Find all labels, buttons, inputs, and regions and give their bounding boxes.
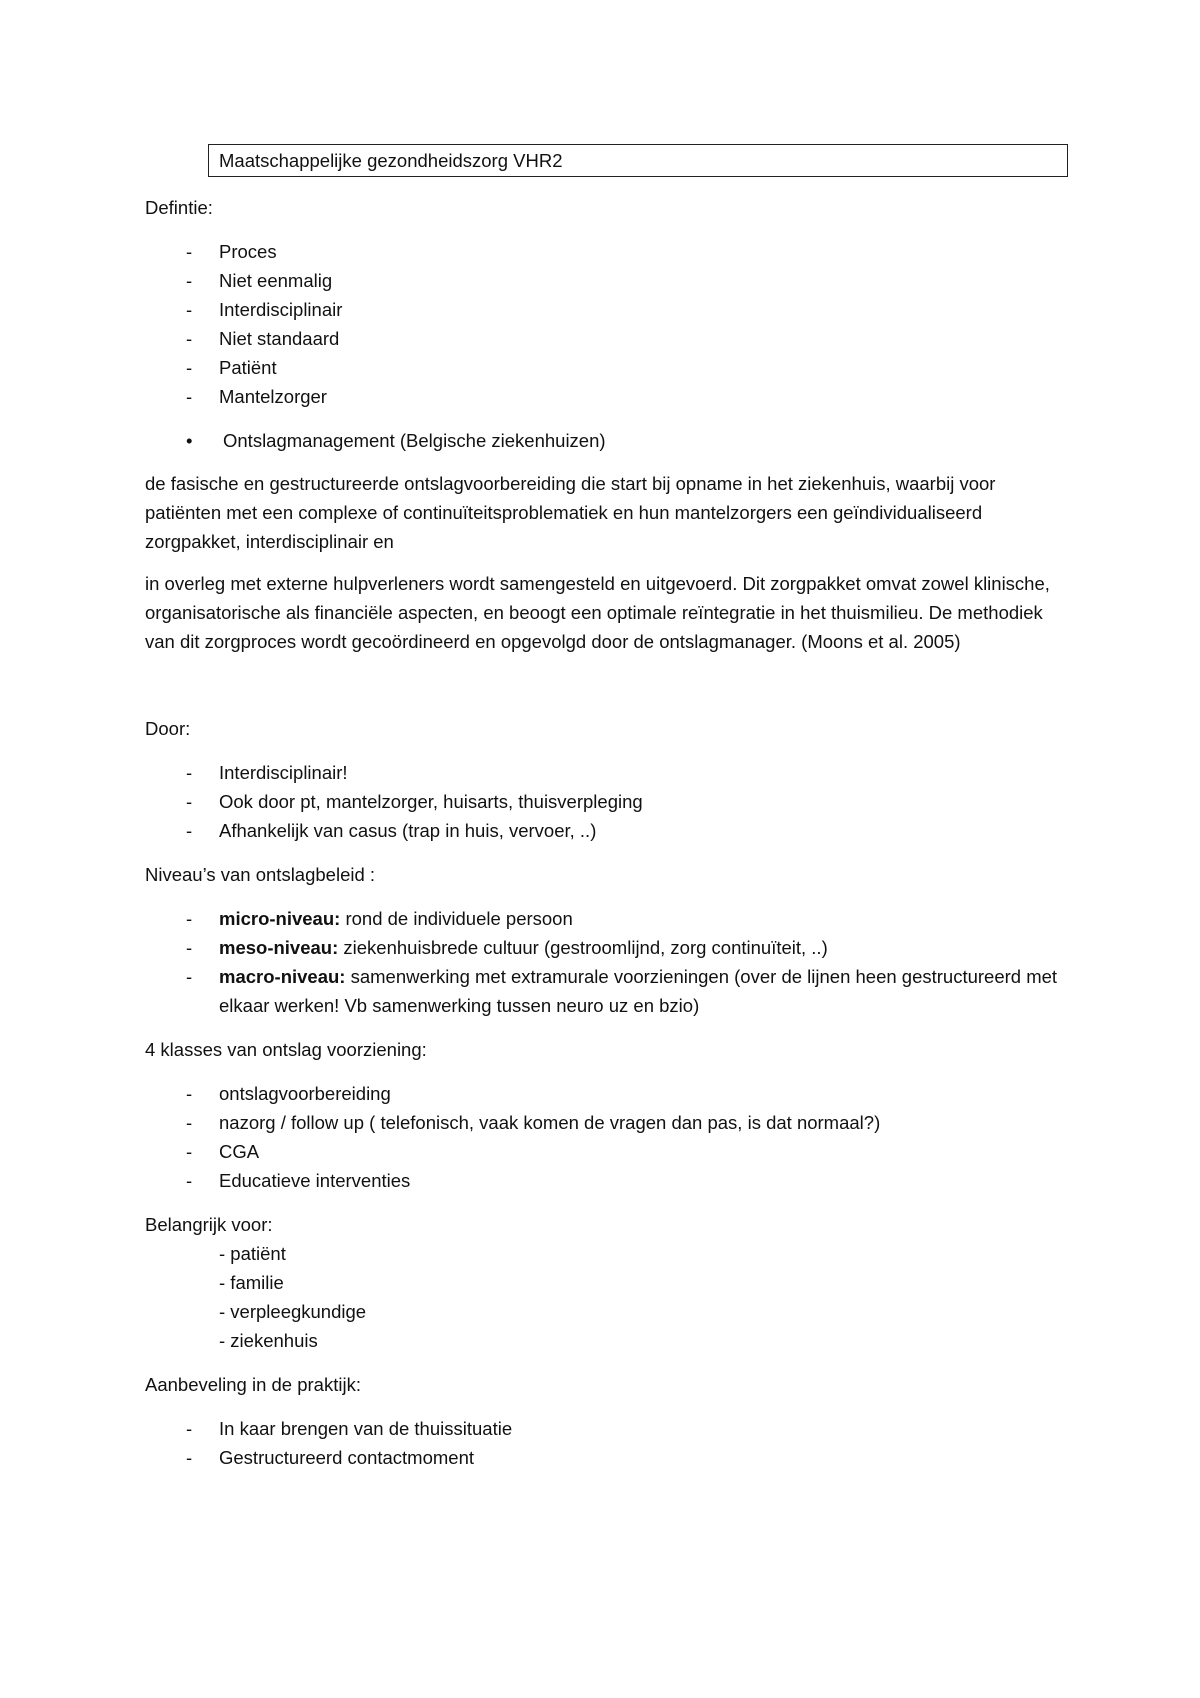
list-item: - In kaar brengen van de thuissituatie xyxy=(145,1414,1075,1443)
list-item: - Mantelzorger xyxy=(145,382,1075,411)
list-item: - Proces xyxy=(145,237,1075,266)
list-item: - Niet standaard xyxy=(145,324,1075,353)
list-item: - ontslagvoorbereiding xyxy=(145,1079,1075,1108)
list-item: - Interdisciplinair xyxy=(145,295,1075,324)
niveau-term: macro-niveau: xyxy=(219,966,346,987)
niveau-term: meso-niveau: xyxy=(219,937,339,958)
klasses-label: 4 klasses van ontslag voorziening: xyxy=(145,1039,427,1060)
document-content xyxy=(145,144,1075,1472)
niveau-term: micro-niveau: xyxy=(219,908,341,929)
list-item: - verpleegkundige xyxy=(219,1301,367,1322)
aanbeveling-list xyxy=(145,1414,1075,1472)
list-item xyxy=(145,962,1075,1020)
list-item: - Educatieve interventies xyxy=(145,1166,1075,1195)
definition-paragraph-1: de fasische en gestructureerde ontslagvoorbereiding die start bij opname in het ziekenhuis, waarbij voor patiënten met een complexe of continuïteitsproblematiek en hun mantelzorgers een geïndividualiseerd zorgpakket, interdisciplinair en xyxy=(145,473,996,552)
list-item: - Interdisciplinair! xyxy=(145,758,1075,787)
klasses-list xyxy=(145,1079,1075,1195)
document-title: Maatschappelijke gezondheidszorg VHR2 xyxy=(219,150,563,171)
list-item: - Afhankelijk van casus (trap in huis, vervoer, ..) xyxy=(145,816,1075,845)
list-item: - Niet eenmalig xyxy=(145,266,1075,295)
list-item: - ziekenhuis xyxy=(219,1330,318,1351)
list-item: - patiënt xyxy=(219,1243,286,1264)
list-item: • Ontslagmanagement (Belgische ziekenhuizen) xyxy=(145,426,1075,455)
definition-list xyxy=(145,237,1075,411)
document-title-box xyxy=(208,144,1068,177)
list-item: - Patiënt xyxy=(145,353,1075,382)
ontslagmanagement-list xyxy=(145,426,1075,455)
list-item xyxy=(145,904,1075,933)
list-item: - familie xyxy=(219,1272,284,1293)
list-item: - CGA xyxy=(145,1137,1075,1166)
niveau-text: samenwerking met extramurale voorzieningen (over de lijnen heen gestructureerd met elkaar werken! Vb samenwerking tussen neuro uz en bzio) xyxy=(219,966,1058,1016)
niveau-text: rond de individuele persoon xyxy=(340,908,573,929)
door-list xyxy=(145,758,1075,845)
niveaus-label: Niveau’s van ontslagbeleid : xyxy=(145,864,376,885)
niveau-text: ziekenhuisbrede cultuur (gestroomlijnd, zorg continuïteit, ..) xyxy=(338,937,828,958)
aanbeveling-label: Aanbeveling in de praktijk: xyxy=(145,1374,361,1395)
list-item: - Gestructureerd contactmoment xyxy=(145,1443,1075,1472)
list-item: - Ook door pt, mantelzorger, huisarts, thuisverpleging xyxy=(145,787,1075,816)
niveaus-list xyxy=(145,904,1075,1020)
definition-paragraph-2: in overleg met externe hulpverleners wordt samengesteld en uitgevoerd. Dit zorgpakket omvat zowel klinische, organisatorische als financiële aspecten, en beoogt een optimale reïntegratie in het thuismilieu. De methodiek van dit zorgproces wordt gecoördineerd en opgevolgd door de ontslagmanager. (Moons et al. 2005) xyxy=(145,573,1050,652)
belangrijk-label: Belangrijk voor: xyxy=(145,1214,273,1235)
definition-label: Defintie: xyxy=(145,197,213,218)
door-label: Door: xyxy=(145,718,191,739)
belangrijk-list xyxy=(145,1239,1075,1355)
list-item: - nazorg / follow up ( telefonisch, vaak komen de vragen dan pas, is dat normaal?) xyxy=(145,1108,1075,1137)
list-item xyxy=(145,933,1075,962)
